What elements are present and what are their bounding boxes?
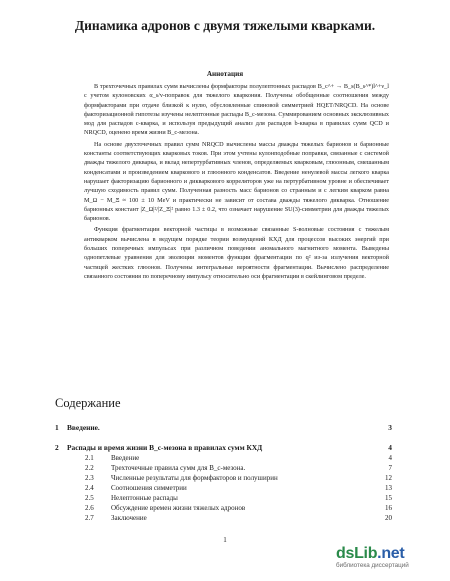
- toc-entry[interactable]: [55, 494, 392, 504]
- toc-entry[interactable]: [55, 474, 392, 484]
- toc-entry-title: Обсуждение времен жизни тяжелых адронов: [111, 504, 246, 512]
- toc-entry-page: 13: [385, 484, 392, 492]
- watermark-subtitle: библиотека диссертаций: [336, 562, 409, 569]
- watermark-logo: [336, 545, 444, 563]
- toc-entry[interactable]: [55, 443, 392, 454]
- abstract-paragraph: На основе двухточечных правил сумм NRQCD вычислены массы дважды тяжелых барионов и барионные константы соответствующих кварковых токов. При этом учтены кулонподобные поправки, связанные с системой дважды тяжелого дикварка, и вклад непертурбативных членов, определяемых кварковым, глюонным, смешанным конденсатами и произведением кваркового и глюонного конденсатов. Введение ненулевой массы легкого кварка нарушает факторизацию барионного и дикваркового корреляторов уже на пертурбативном уровне и обеспечивает лучшую сходимость правил сумм. Полученная разность масс барионов со странным и с легким кварком равна M_Ω − M_Ξ ≈ 100 ± 10 MeV и практически не зависит от состава дважды тяжелого дикварка. Отношение барионных констант |Z_Ω|²/|Z_Ξ|² равно 1.3 ± 0.2, что означает нарушение SU(3)-симметрии для дважды тяжелых барионов.: [84, 140, 389, 223]
- toc-entry-title: Нелептонные распады: [111, 494, 178, 502]
- toc-entry-title: Соотношения симметрии: [111, 484, 187, 492]
- toc-entry-page: 4: [388, 443, 392, 452]
- watermark-logo-tld: .net: [377, 545, 405, 562]
- abstract-paragraph: Функция фрагментации векторной частицы в возможные связанные S-волновые состояния с тяжелым антикварком вычислена в ведущем порядке теории возмущений КХД для процессов высоких энергий при больших поперечных импульсах при различном поведении аномального магнитного момента. Выведены однопетлевые уравнения для эволюции моментов функции фрагментации по q² из-за излучения векторной частицей жестких глюонов. Получены интегральные вероятности фрагментации. Вычислено распределение связанного состояния по поперечному импульсу относительно оси фрагментации в скейлинговом пределе.: [84, 226, 389, 280]
- watermark-logo-main: dsLib: [336, 545, 378, 562]
- toc-entry[interactable]: [55, 504, 392, 514]
- abstract-heading: Аннотация: [206, 70, 244, 78]
- toc-entry-page: 12: [385, 474, 392, 482]
- toc-entry-title: Введение: [111, 454, 140, 462]
- toc-entry-page: 16: [385, 504, 392, 512]
- toc-entry-page: 4: [388, 454, 392, 462]
- toc-entry-page: 3: [388, 423, 392, 432]
- toc-entry-number: 2.3: [85, 474, 94, 482]
- page-number: 1: [223, 536, 227, 544]
- toc-entry-number: 2: [55, 443, 59, 452]
- toc-entry[interactable]: [55, 514, 392, 524]
- toc-entry-number: 2.2: [85, 464, 94, 472]
- toc-entry[interactable]: [55, 423, 392, 434]
- watermark: [336, 545, 444, 569]
- toc-entry-number: 2.5: [85, 494, 94, 502]
- toc-entry-number: 1: [55, 423, 59, 432]
- toc-entry-page: 15: [385, 494, 392, 502]
- toc-entry-number: 2.6: [85, 504, 94, 512]
- toc-entry-number: 2.4: [85, 484, 94, 492]
- abstract-body: [84, 82, 389, 283]
- toc-entry-title: Трехточечные правила сумм для B_c-мезона.: [111, 464, 246, 472]
- abstract-paragraph: В трехточечных правилах сумм вычислены формфакторы полулептонных распадов B_c^+ → B_s(B_s^*)l^+ν_l с учетом кулоновских α_s/v-поправок для тяжелого кваркония. Получены обобщенные соотношения между формфакторами при отдаче близкой к нулю, обусловленные спиновой симметрией HQET/NRQCD. На основе факторизационной гипотезы изучены нелептонные распады B_c-мезона. Суммированием основных эксклюзивных мод для распадов c-кварка, и используя предыдущий анализ для распадов b-кварка в правилах сумм QCD и NRQCD, оценено время жизни B_c-мезона.: [84, 83, 389, 137]
- toc-entry-page: 7: [388, 464, 392, 472]
- toc-entry[interactable]: [55, 484, 392, 494]
- toc-entry-number: 2.7: [85, 514, 94, 522]
- toc-heading: Содержание: [55, 396, 121, 410]
- toc-entry-page: 20: [385, 514, 392, 522]
- toc-entry-title: Введение.: [67, 423, 100, 432]
- toc-entry-title: Численные результаты для формфакторов и полуширин: [111, 474, 278, 482]
- toc-entry-title: Распады и время жизни B_c-мезона в правилах сумм КХД: [67, 443, 263, 452]
- toc-entry[interactable]: [55, 464, 392, 474]
- document-title: Динамика адронов с двумя тяжелыми кварками.: [74, 18, 376, 33]
- table-of-contents: [55, 423, 392, 524]
- toc-entry[interactable]: [55, 454, 392, 464]
- toc-entry-title: Заключение: [111, 514, 147, 522]
- toc-entry-number: 2.1: [85, 454, 94, 462]
